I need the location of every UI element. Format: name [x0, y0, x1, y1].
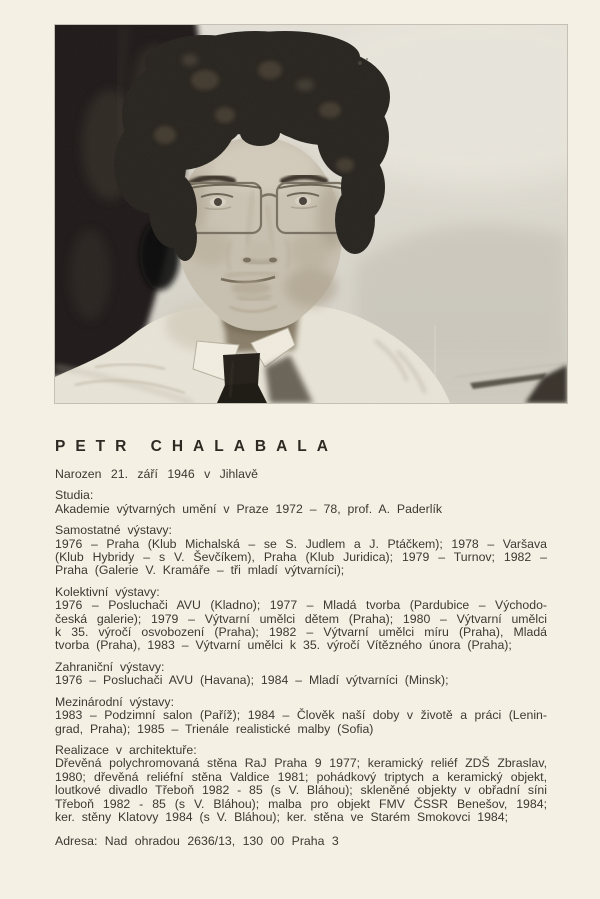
section-paragraph	[55, 709, 547, 736]
section-paragraph	[55, 757, 547, 824]
sections	[55, 489, 547, 824]
address-line: Adresa: Nad ohradou 2636/13, 130 00 Praha 3	[55, 834, 339, 849]
section-heading: Samostatné výstavy:	[55, 523, 172, 538]
text-line: k 35. výročí osvobození (Praha); 1982 – Výtvarní umělci míru (Praha), Mladá	[55, 625, 547, 640]
biography-content	[55, 438, 547, 849]
text-line: ker. stěny Klatovy 1984 (s V. Bláhou); ker. stěna ve Starém Smokovci 1984;	[55, 809, 509, 824]
section-paragraph	[55, 674, 547, 687]
text-line: Třeboň 1982 - 85 (s V. Bláhou); malba pro objekt FMV ČSSR Benešov, 1984;	[55, 796, 547, 811]
text-line: 1983 – Podzimní salon (Paříž); 1984 – Člověk naší doby v životě a práci (Lenin-	[55, 708, 547, 723]
portrait-photo	[55, 25, 567, 403]
text-line: 1976 – Posluchači AVU (Kladno); 1977 – Mladá tvorba (Pardubice – Východo-	[55, 598, 547, 613]
section-heading: Studia:	[55, 488, 94, 503]
section-paragraph	[55, 599, 547, 653]
section-heading: Zahraniční výstavy:	[55, 659, 165, 674]
text-line: Praha (Galerie V. Kramáře – tři mladí výtvarníci);	[55, 563, 345, 578]
text-line: 1976 – Posluchači AVU (Havana); 1984 – Mladí výtvarníci (Minsk);	[55, 673, 449, 688]
text-line: 1976 – Praha (Klub Michalská – se S. Judlem a J. Ptáčkem); 1978 – Varšava	[55, 536, 547, 551]
text-line: grad, Praha); 1985 – Trienále realistické malby (Sofia)	[55, 721, 374, 736]
section-paragraph	[55, 538, 547, 578]
text-line: 1980; dřevěná reliéfní stěna Valdice 1981; pohádkový triptych a keramický objekt,	[55, 769, 547, 784]
portrait-photo-art	[55, 25, 567, 403]
text-line: česká galerie); 1979 – Výtvarní umělci dětem (Praha); 1980 – Výtvarní umělci	[55, 611, 547, 626]
section-heading: Realizace v architektuře:	[55, 742, 197, 757]
text-line: (Klub Hybridy – s V. Ševčíkem), Praha (Klub Juridica); 1979 – Turnov; 1982 –	[55, 550, 547, 565]
text-line: Dřevěná polychromovaná stěna RaJ Praha 9 1977; keramický reliéf ZDŠ Zbraslav,	[55, 756, 547, 771]
text-line: tvorba (Praha), 1983 – Výtvarní umělci k 35. výročí Vítězného února (Praha);	[55, 638, 512, 653]
text-line: Akademie výtvarných umění v Praze 1972 – 78, prof. A. Paderlík	[55, 501, 443, 516]
section-heading: Mezinárodní výstavy:	[55, 694, 174, 709]
page-title: PETR CHALABALA	[55, 438, 338, 455]
birth-line: Narozen 21. září 1946 v Jihlavě	[55, 467, 258, 481]
text-line: loutkové divadlo Třeboň 1982 - 85 (s V. Bláhou); skleněné objekty v obřadní síni	[55, 783, 547, 798]
section-paragraph	[55, 503, 547, 516]
section-heading: Kolektivní výstavy:	[55, 584, 160, 599]
